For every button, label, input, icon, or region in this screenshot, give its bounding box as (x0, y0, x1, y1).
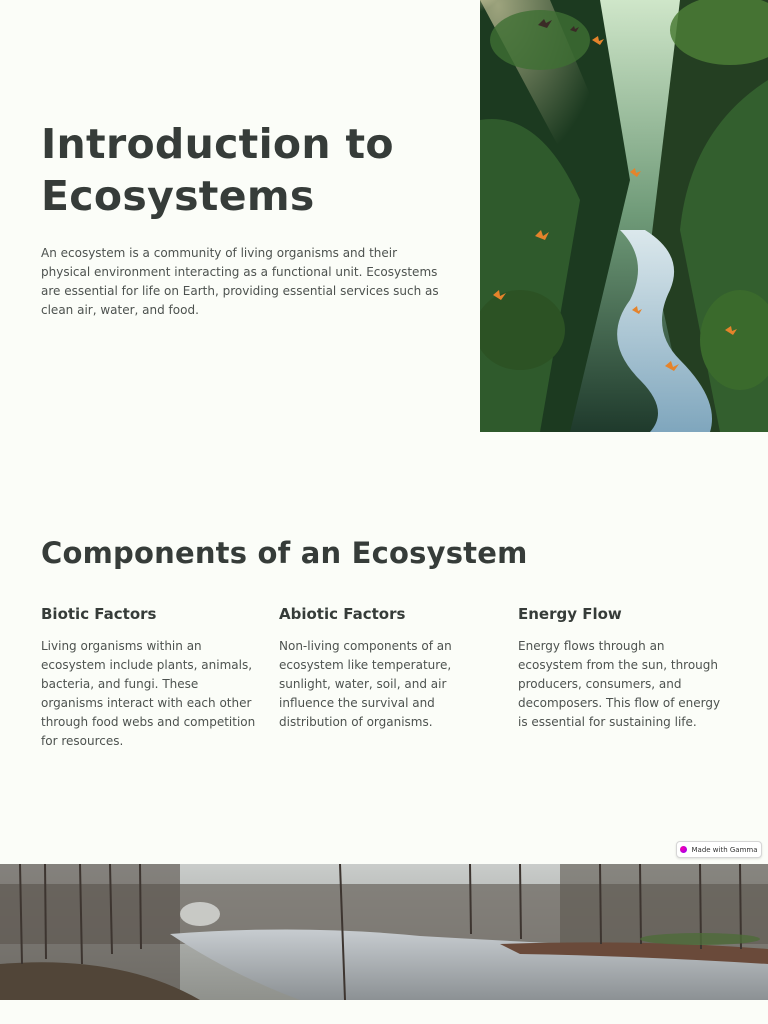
badge-label: Made with Gamma (691, 845, 758, 854)
page-title (41, 118, 441, 222)
title-line-2: Ecosystems (41, 172, 315, 220)
card-heading: Biotic Factors (41, 605, 157, 623)
title-line-1: Introduction to (41, 120, 394, 168)
components-title: Components of an Ecosystem (41, 536, 528, 570)
card-text: Energy flows through an ecosystem from the sun, through producers, consumers, and decomposers. This flow of energy is essential for sustaining life. (518, 639, 721, 729)
card-heading: Energy Flow (518, 605, 622, 623)
abiotic-factors-card (279, 604, 494, 732)
card-heading: Abiotic Factors (279, 605, 406, 623)
card-text: Living organisms within an ecosystem include plants, animals, bacteria, and fungi. These organisms interact with each other through food webs and competition for resources. (41, 639, 256, 748)
forest-stream-image (480, 0, 768, 432)
hero-section (41, 118, 441, 320)
gamma-logo-icon (680, 846, 687, 853)
deforested-river-image (0, 864, 768, 1000)
hero-description: An ecosystem is a community of living organisms and their physical environment interacting as a functional unit. Ecosystems are essential for life on Earth, providing essential services such as clean air, water, and food. (41, 246, 439, 317)
card-text: Non-living components of an ecosystem like temperature, sunlight, water, soil, and air influence the survival and distribution of organisms. (279, 639, 452, 729)
made-with-gamma-badge[interactable] (676, 841, 762, 858)
biotic-factors-card (41, 604, 256, 751)
energy-flow-card (518, 604, 733, 732)
